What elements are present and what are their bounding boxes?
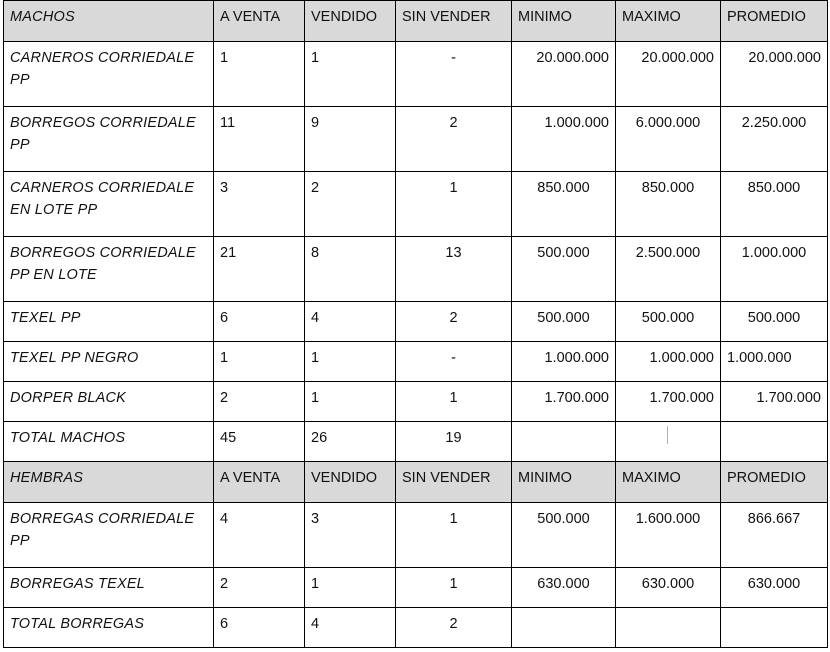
cell-minimo: 630.000: [512, 568, 616, 608]
col-header-maximo: MAXIMO: [616, 462, 721, 503]
cell-promedio: 20.000.000: [721, 42, 828, 107]
row-name: BORREGOS CORRIEDALE PP EN LOTE: [4, 237, 214, 302]
cell-a-venta: 2: [214, 568, 305, 608]
cell-a-venta: 1: [214, 342, 305, 382]
cell-maximo: 1.700.000: [616, 382, 721, 422]
cell-minimo: 850.000: [512, 172, 616, 237]
cell-promedio: 1.000.000: [721, 237, 828, 302]
cell-maximo: 630.000: [616, 568, 721, 608]
cell-sin-vender: 1: [396, 172, 512, 237]
table-row: [4, 302, 828, 342]
col-header-sin-vender: SIN VENDER: [396, 1, 512, 42]
row-name: DORPER BLACK: [4, 382, 214, 422]
cell-minimo: 500.000: [512, 302, 616, 342]
cell-promedio: 850.000: [721, 172, 828, 237]
col-header-a-venta: A VENTA: [214, 462, 305, 503]
col-header-minimo: MINIMO: [512, 1, 616, 42]
cell-maximo: 2.500.000: [616, 237, 721, 302]
cell-a-venta: 2: [214, 382, 305, 422]
row-name: TEXEL PP NEGRO: [4, 342, 214, 382]
cell-sin-vender: 19: [396, 422, 512, 462]
cell-promedio: 630.000: [721, 568, 828, 608]
hembras-header-row: [4, 462, 828, 503]
table-row: [4, 107, 828, 172]
cell-promedio: 1.700.000: [721, 382, 828, 422]
cell-minimo: 500.000: [512, 237, 616, 302]
cell-promedio: [721, 422, 828, 462]
cell-minimo: 500.000: [512, 503, 616, 568]
cell-a-venta: 1: [214, 42, 305, 107]
table-row: [4, 42, 828, 107]
cell-sin-vender: -: [396, 342, 512, 382]
cell-sin-vender: 2: [396, 302, 512, 342]
table-row: [4, 237, 828, 302]
col-header-sin-vender: SIN VENDER: [396, 462, 512, 503]
cell-minimo: [512, 422, 616, 462]
cell-maximo: 1.000.000: [616, 342, 721, 382]
col-header-minimo: MINIMO: [512, 462, 616, 503]
total-row-hembras: [4, 608, 828, 648]
cell-vendido: 3: [305, 503, 396, 568]
cell-a-venta: 4: [214, 503, 305, 568]
cell-minimo: 1.700.000: [512, 382, 616, 422]
machos-header-row: [4, 1, 828, 42]
cell-maximo: 500.000: [616, 302, 721, 342]
table-row: [4, 382, 828, 422]
section-title-hembras: HEMBRAS: [4, 462, 214, 503]
cell-maximo: 850.000: [616, 172, 721, 237]
cell-sin-vender: -: [396, 42, 512, 107]
cell-promedio: 1.000.000: [721, 342, 828, 382]
cell-a-venta: 6: [214, 302, 305, 342]
cell-vendido: 1: [305, 42, 396, 107]
table-row: [4, 342, 828, 382]
row-name: BORREGOS CORRIEDALE PP: [4, 107, 214, 172]
table-row: [4, 503, 828, 568]
cell-a-venta: 21: [214, 237, 305, 302]
col-header-maximo: MAXIMO: [616, 1, 721, 42]
cell-vendido: 9: [305, 107, 396, 172]
row-name: BORREGAS CORRIEDALE PP: [4, 503, 214, 568]
table-row: [4, 172, 828, 237]
cell-a-venta: 11: [214, 107, 305, 172]
cell-promedio: [721, 608, 828, 648]
row-name: CARNEROS CORRIEDALE EN LOTE PP: [4, 172, 214, 237]
row-name: TEXEL PP: [4, 302, 214, 342]
cell-maximo: [616, 608, 721, 648]
total-label: TOTAL MACHOS: [4, 422, 214, 462]
cell-maximo: 1.600.000: [616, 503, 721, 568]
sales-table: [3, 0, 828, 648]
cell-a-venta: 3: [214, 172, 305, 237]
cell-vendido: 1: [305, 568, 396, 608]
cell-vendido: 8: [305, 237, 396, 302]
cell-vendido: 2: [305, 172, 396, 237]
cell-vendido: 26: [305, 422, 396, 462]
cell-sin-vender: 2: [396, 608, 512, 648]
col-header-promedio: PROMEDIO: [721, 1, 828, 42]
cell-minimo: 1.000.000: [512, 342, 616, 382]
cell-sin-vender: 1: [396, 503, 512, 568]
cell-vendido: 1: [305, 382, 396, 422]
cursor-mark: [667, 426, 668, 444]
table-row: [4, 568, 828, 608]
cell-sin-vender: 1: [396, 382, 512, 422]
cell-promedio: 500.000: [721, 302, 828, 342]
cell-vendido: 4: [305, 608, 396, 648]
cell-promedio: 2.250.000: [721, 107, 828, 172]
total-label: TOTAL BORREGAS: [4, 608, 214, 648]
cell-minimo: 20.000.000: [512, 42, 616, 107]
cell-maximo: 20.000.000: [616, 42, 721, 107]
col-header-vendido: VENDIDO: [305, 462, 396, 503]
total-row-machos: [4, 422, 828, 462]
section-title-machos: MACHOS: [4, 1, 214, 42]
cell-minimo: [512, 608, 616, 648]
cell-maximo: [616, 422, 721, 462]
cell-sin-vender: 1: [396, 568, 512, 608]
row-name: CARNEROS CORRIEDALE PP: [4, 42, 214, 107]
cell-sin-vender: 2: [396, 107, 512, 172]
cell-a-venta: 45: [214, 422, 305, 462]
cell-promedio: 866.667: [721, 503, 828, 568]
row-name: BORREGAS TEXEL: [4, 568, 214, 608]
col-header-a-venta: A VENTA: [214, 1, 305, 42]
col-header-promedio: PROMEDIO: [721, 462, 828, 503]
cell-minimo: 1.000.000: [512, 107, 616, 172]
cell-vendido: 4: [305, 302, 396, 342]
cell-vendido: 1: [305, 342, 396, 382]
cell-sin-vender: 13: [396, 237, 512, 302]
cell-a-venta: 6: [214, 608, 305, 648]
cell-maximo: 6.000.000: [616, 107, 721, 172]
col-header-vendido: VENDIDO: [305, 1, 396, 42]
